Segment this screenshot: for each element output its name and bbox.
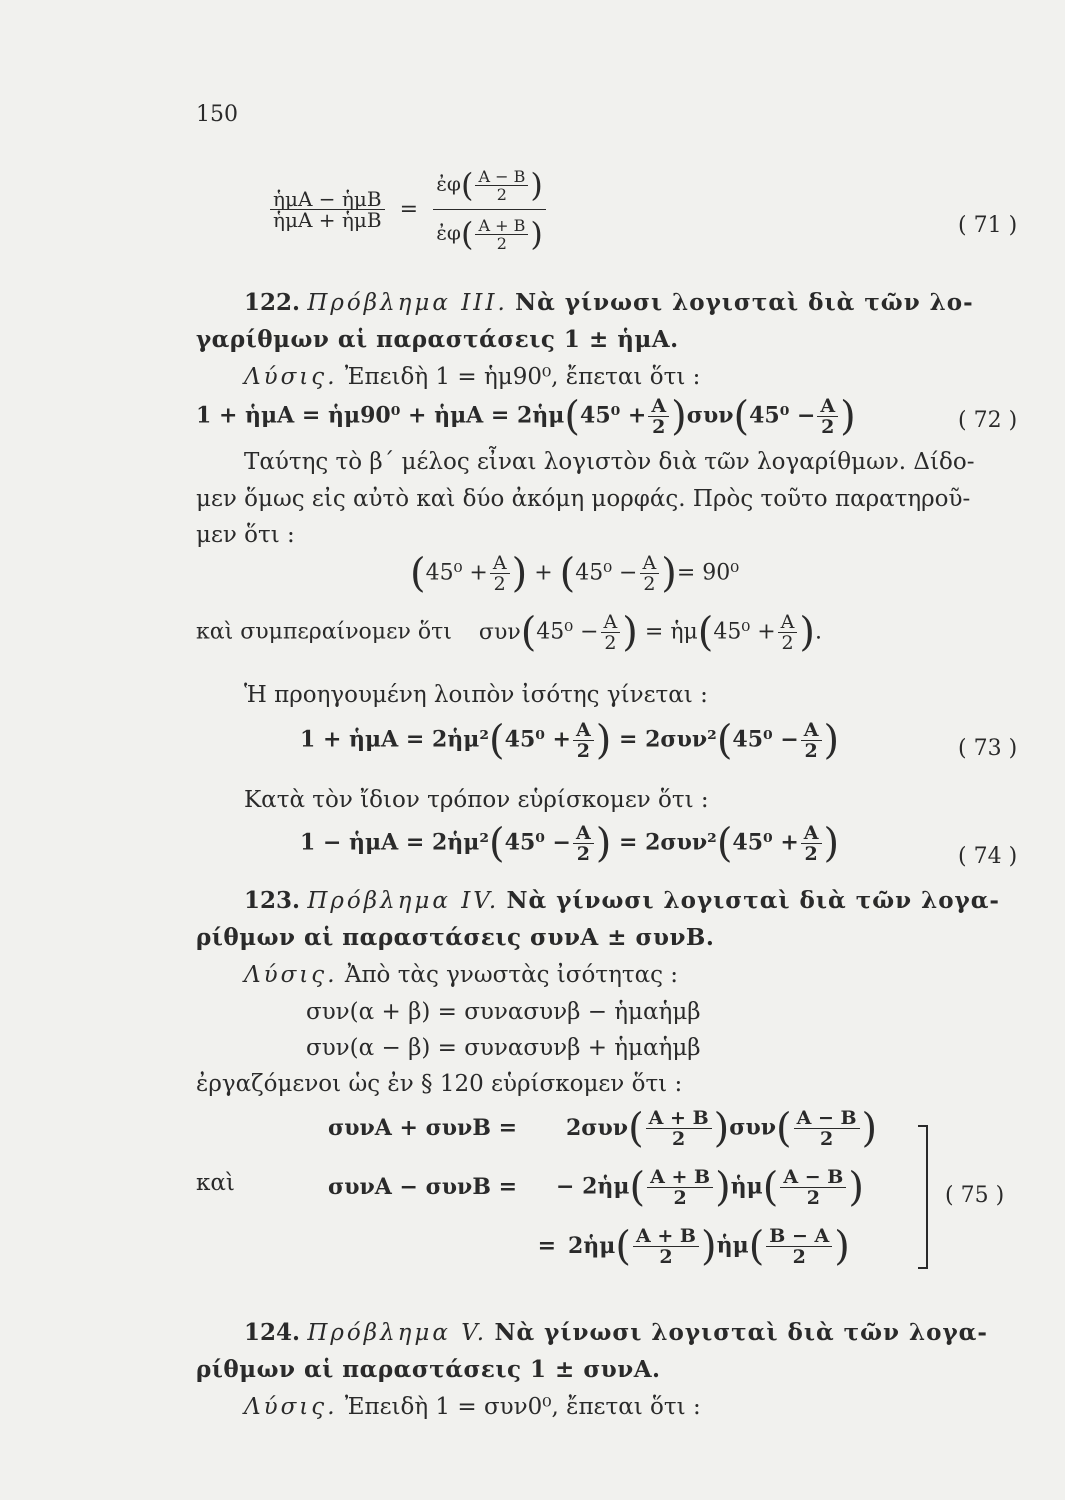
lysis-text: Ἐπειδὴ 1 = συν0⁰, ἔπεται ὅτι :	[344, 1394, 701, 1420]
eq75-r2-f2-num: A − B	[780, 1167, 846, 1188]
eq75-row1: συνA + συνB = 2συν( $\frac{A + B}{2}$ )συν( $\frac{A - B}{2}$ )	[328, 1105, 878, 1152]
eq75-r3-c2: ἡμ	[716, 1232, 749, 1259]
problem-124-heading	[244, 1318, 988, 1348]
conclude-end: .	[815, 619, 822, 645]
eqsum-a: 45⁰ +	[425, 560, 488, 586]
conclude-g-num: A	[778, 612, 798, 633]
eq73-lhs: 1 + ἡμA = 2ἡμ²	[300, 726, 490, 753]
eq75-kai: καὶ	[196, 1170, 235, 1196]
lysis-text: Ἐπειδὴ 1 = ἡμ90⁰, ἔπεται ὅτι :	[344, 364, 701, 390]
eq72-f1-den: 2	[652, 416, 666, 438]
eq75-r3-f2-den: 2	[792, 1246, 806, 1268]
eq75-r2-c2: ἡμ	[730, 1173, 763, 1200]
eq75-r2-f1-num: A + B	[647, 1167, 713, 1188]
eq71-right-den-arg	[475, 217, 528, 252]
conclude-eq: = ἡμ	[644, 619, 698, 645]
conclude-b: 45⁰ +	[713, 619, 776, 645]
eq72-f2-num: A	[817, 396, 838, 417]
eq75-row3: = 2ἡμ( $\frac{A + B}{2}$ )ἡμ( $\frac{B - A}{2}$ )	[328, 1226, 850, 1267]
conclude-f-den: 2	[604, 632, 617, 654]
problem-122-text1: Νὰ γίνωσι λογισταὶ διὰ τῶν λο-	[515, 289, 974, 316]
eq74-a: 45⁰ −	[504, 829, 571, 856]
paragraph-3: Κατὰ τὸν ἴδιον τρόπον εὑρίσκομεν ὅτι :	[244, 787, 709, 813]
eqsum-plus: +	[534, 560, 553, 586]
eqsum-rhs: = 90⁰	[676, 560, 740, 586]
eq71-right-num-fn: ἐφ	[436, 171, 461, 196]
eq73-mid: = 2συν²	[619, 726, 717, 753]
problem-123-heading	[244, 886, 1000, 916]
lysis-label: Λύσις.	[244, 962, 338, 988]
eq74-lhs: 1 − ἡμA = 2ἡμ²	[300, 829, 490, 856]
eqsum-b: 45⁰ −	[575, 560, 638, 586]
eq74-f-den: 2	[576, 843, 590, 865]
conclude-lhs: συν	[478, 619, 521, 645]
equation-sum: (45⁰ + $\frac{A}{2}$ ) + (45⁰ − $\frac{A}{2}$ )= 90⁰	[410, 550, 740, 597]
problem-122-lysis	[244, 362, 700, 392]
problem-124-lysis	[244, 1392, 701, 1422]
eq73-g-num: A	[801, 720, 822, 741]
eqsum-f-den: 2	[493, 573, 506, 595]
problem-124-text2: ρίθμων αἱ παραστάσεις 1 ± συνA.	[196, 1356, 661, 1383]
eq72-arg1: 45⁰ +	[580, 402, 647, 429]
problem-124-number: 124.	[244, 1319, 301, 1346]
conclude-text: καὶ συμπεραίνομεν ὅτι	[196, 619, 452, 645]
work-line: ἐργαζόμενοι ὡς ἐν § 120 εὑρίσκομεν ὅτι :	[196, 1071, 683, 1097]
eq71-left-den: ἡμA + ἡμB	[273, 208, 382, 232]
eq74-g-num: A	[801, 823, 822, 844]
eq74-g-den: 2	[804, 843, 818, 865]
eq71-rd-arg-den: 2	[496, 233, 507, 253]
eq75-r2-f1-den: 2	[673, 1187, 687, 1209]
eq75-number: ( 75 )	[945, 1183, 1005, 1208]
eq73-number: ( 73 )	[958, 736, 1018, 761]
eq71-right-num: ἐφ( $\frac{A - B}{2}$ )	[433, 165, 546, 210]
eq71-left-fraction	[270, 189, 385, 230]
eq75-r3-lhs: =	[537, 1232, 556, 1259]
problem-123-lysis	[244, 960, 678, 990]
eq71-left-num: ἡμA − ἡμB	[270, 189, 385, 210]
problem-124-title: Πρόβλημα V.	[307, 1320, 488, 1346]
conclude-f-num: A	[601, 612, 621, 633]
eq72-lhs: 1 + ἡμA = ἡμ90⁰ + ἡμA = 2ἡμ	[196, 402, 565, 429]
eq71-right-fraction	[433, 165, 546, 254]
conclude-g-den: 2	[781, 632, 794, 654]
identity-2: συν(α − β) = συνασυνβ + ἡμαἡμβ	[306, 1035, 701, 1061]
eq75-r1-f1-num: A + B	[646, 1108, 712, 1129]
problem-124-text1: Νὰ γίνωσι λογισταὶ διὰ τῶν λογα-	[494, 1319, 988, 1346]
eq75-r2-lhs: συνA − συνB =	[328, 1173, 518, 1200]
lysis-label: Λύσις.	[244, 364, 338, 390]
eq71-equals: =	[399, 197, 419, 222]
eq75-r2-c: − 2ἡμ	[556, 1173, 630, 1200]
eq73-a: 45⁰ +	[504, 726, 571, 753]
eqsum-g-den: 2	[643, 573, 656, 595]
lysis-label: Λύσις.	[244, 1394, 338, 1420]
conclude-a: 45⁰ −	[536, 619, 599, 645]
identity-1: συν(α + β) = συνασυνβ − ἡμαἡμβ	[306, 999, 701, 1025]
eq75-r2-f2-den: 2	[806, 1187, 820, 1209]
eq74-b: 45⁰ +	[732, 829, 799, 856]
eqsum-f-num: A	[490, 553, 510, 574]
equation-74: 1 − ἡμA = 2ἡμ²(45⁰ − $\frac{A}{2}$ ) = 2συν²(45⁰ + $\frac{A}{2}$ )	[300, 820, 840, 867]
problem-122-number: 122.	[244, 289, 301, 316]
eq75-r3-f1-num: A + B	[633, 1226, 699, 1247]
eq73-g-den: 2	[804, 740, 818, 762]
page-number: 150	[196, 102, 238, 127]
equation-71	[268, 165, 548, 254]
eq71-rd-arg-num: A + B	[475, 217, 528, 235]
eq73-b: 45⁰ −	[732, 726, 799, 753]
eq72-arg2: 45⁰ −	[749, 402, 816, 429]
eq72-f2-den: 2	[821, 416, 835, 438]
eq75-r1-f2-den: 2	[819, 1128, 834, 1150]
eq74-number: ( 74 )	[958, 844, 1018, 869]
eq71-right-num-arg	[475, 168, 528, 203]
eq71-right-den: ἐφ( $\frac{A + B}{2}$ )	[436, 215, 543, 253]
paragraph-1-line-2: μεν ὅμως εἰς αὐτὸ καὶ δύο ἀκόμη μορφάς. Πρὸς τοῦτο παρατηροῦ-	[196, 486, 971, 512]
eq75-row2: συνA − συνB = − 2ἡμ( $\frac{A + B}{2}$ )ἡμ( $\frac{A - B}{2}$ )	[328, 1164, 864, 1211]
eq75-r3-c: 2ἡμ	[568, 1232, 616, 1259]
eq75-r1-c: 2συν	[566, 1114, 629, 1141]
eq72-number: ( 72 )	[958, 408, 1018, 433]
paragraph-1-line-3: μεν ὅτι :	[196, 522, 295, 548]
eq75-r1-lhs: συνA + συνB =	[328, 1114, 518, 1141]
conclusion-line: καὶ συμπεραίνομεν ὅτι συν(45⁰ − $\frac{A}{2}$ ) = ἡμ(45⁰ + $\frac{A}{2}$ ).	[196, 609, 822, 656]
eq74-f-num: A	[573, 823, 594, 844]
eq71-number: ( 71 )	[958, 213, 1018, 238]
problem-122-title: Πρόβλημα III.	[307, 290, 508, 316]
problem-123-number: 123.	[244, 887, 301, 914]
paragraph-1-line-1: Ταύτης τὸ β΄ μέλος εἶναι λογιστὸν διὰ τῶν λογαρίθμων. Δίδο-	[244, 449, 975, 475]
equation-72: 1 + ἡμA = ἡμ90⁰ + ἡμA = 2ἡμ(45⁰ + $\frac{A}{2}$ )συν(45⁰ − $\frac{A}{2}$ )	[196, 393, 856, 440]
eq71-rn-arg-num: A − B	[475, 168, 528, 186]
eq75-r1-f2-num: A − B	[794, 1108, 860, 1129]
problem-123-text1: Νὰ γίνωσι λογισταὶ διὰ τῶν λογα-	[506, 887, 1000, 914]
eq72-mid: συν	[686, 402, 734, 429]
eq75-r3-f2-num: B − A	[766, 1226, 832, 1247]
eq71-right-den-fn: ἐφ	[436, 220, 461, 245]
problem-123-text2: ρίθμων αἱ παραστάσεις συνA ± συνB.	[196, 924, 715, 951]
eq73-f-den: 2	[576, 740, 590, 762]
eq71-rn-arg-den: 2	[496, 184, 507, 204]
eq75-brace	[918, 1125, 928, 1269]
eqsum-g-num: A	[640, 553, 660, 574]
eq75-r3-f1-den: 2	[659, 1246, 673, 1268]
eq75-r1-c2: συν	[729, 1114, 776, 1141]
lysis-text: Ἀπὸ τὰς γνωστὰς ἰσότητας :	[344, 962, 679, 988]
eq72-f1-num: A	[648, 396, 669, 417]
paragraph-2: Ἡ προηγουμένη λοιπὸν ἰσότης γίνεται :	[244, 682, 708, 708]
eq75-r1-f1-den: 2	[672, 1128, 686, 1150]
equation-73: 1 + ἡμA = 2ἡμ²(45⁰ + $\frac{A}{2}$ ) = 2συν²(45⁰ − $\frac{A}{2}$ )	[300, 717, 840, 764]
problem-123-title: Πρόβλημα IV.	[307, 888, 500, 914]
eq74-mid: = 2συν²	[619, 829, 717, 856]
problem-122-text2: γαρίθμων αἱ παραστάσεις 1 ± ἡμA.	[196, 326, 679, 353]
eq73-f-num: A	[573, 720, 594, 741]
problem-122-heading	[244, 288, 974, 318]
